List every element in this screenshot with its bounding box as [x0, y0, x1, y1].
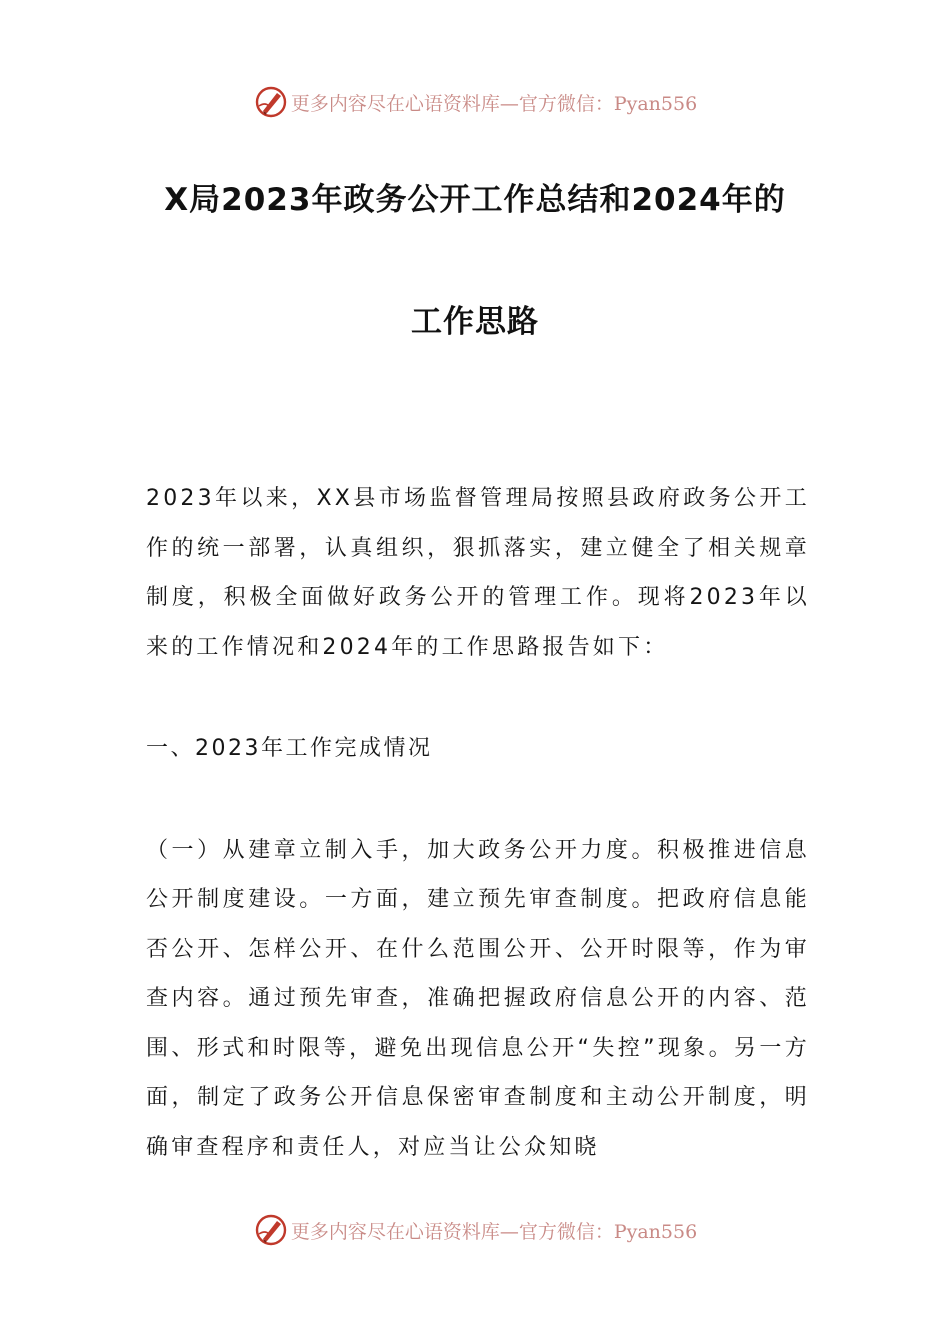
intro-paragraph: 2023年以来，XX县市场监督管理局按照县政府政务公开工作的统一部署，认真组织，狠抓落实，建立健全了相关规章制度，积极全面做好政务公开的管理工作。现将2023年以来的工作情况和2024年的工作思路报告如下： — [146, 486, 810, 660]
section-1-paragraph: （一）从建章立制入手，加大政务公开力度。积极推进信息公开制度建设。一方面，建立预先审查制度。把政府信息能否公开、怎样公开、在什么范围公开、公开时限等，作为审查内容。通过预先审查，准确把握政府信息公开的内容、范围、形式和时限等，避免出现信息公开“失控”现象。另一方面，制定了政务公开信息保密审查制度和主动公开制度，明确审查程序和责任人，对应当让公众知晓 — [146, 837, 810, 1160]
header-watermark-banner — [0, 82, 950, 122]
footer-watermark-banner — [0, 1210, 950, 1250]
pen-logo-icon — [253, 84, 289, 120]
pen-logo-icon — [253, 1212, 289, 1248]
document-body — [146, 474, 810, 1172]
document-title-line-1: X局2023年政务公开工作总结和2024年的 — [164, 182, 786, 218]
document-title-line-2: 工作思路 — [411, 304, 539, 340]
watermark-text: 更多内容尽在心语资料库—官方微信：Pyan556 — [290, 1220, 698, 1243]
watermark-text: 更多内容尽在心语资料库—官方微信：Pyan556 — [290, 92, 698, 115]
section-heading-1: 一、2023年工作完成情况 — [146, 736, 433, 761]
